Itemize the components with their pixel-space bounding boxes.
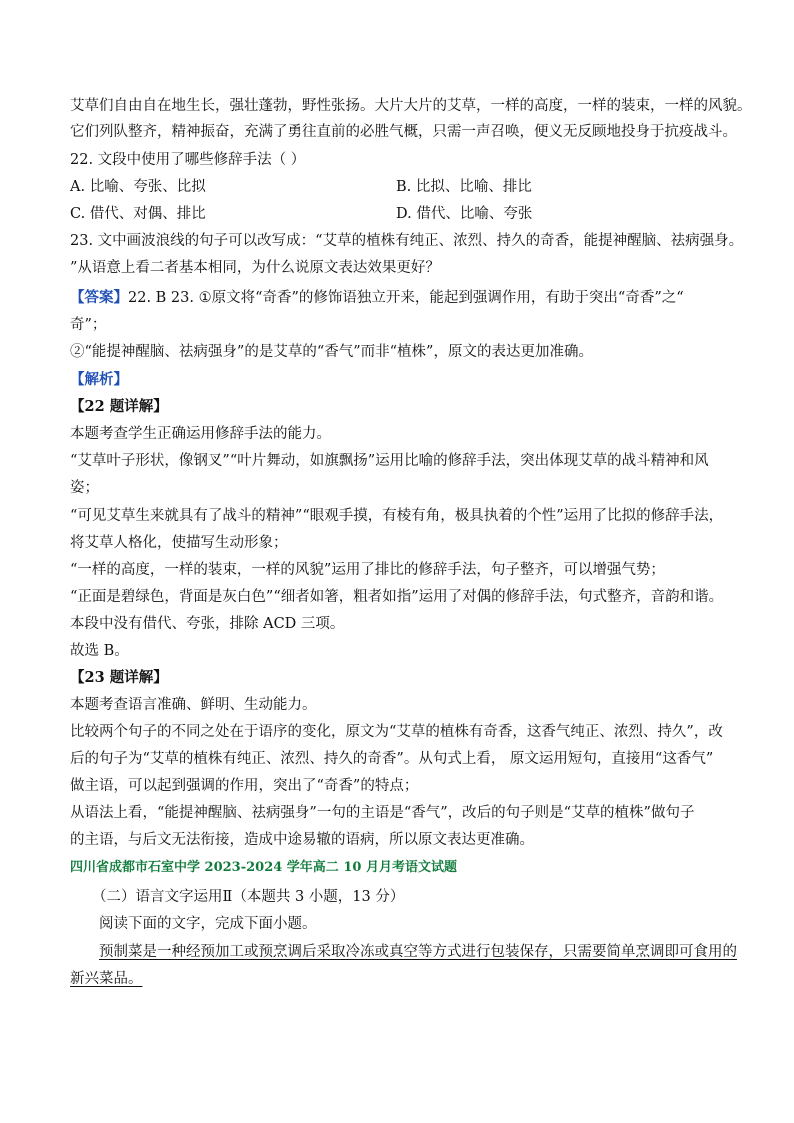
passage-line-1: 艾草们自由自在地生长，强壮蓬勃，野性张扬。大片大片的艾草，一样的高度，一样的装束，一样的风貌。 <box>70 98 752 114</box>
question-22-option-a: A. 比喻、夸张、比拟 <box>70 179 206 195</box>
passage-paragraph-line-1: 预制菜是一种经预加工或预烹调后采取冷冻或真空等方式进行包装保存，只需要简单烹调即可食用的 <box>99 944 737 960</box>
answer-line-2: 奇”； <box>70 317 107 333</box>
question-22-option-b: B. 比拟、比喻、排比 <box>396 179 532 195</box>
q23-detail-line: 本题考查语言准确、鲜明、生动能力。 <box>70 697 317 713</box>
q23-detail-heading: 【23 题详解】 <box>70 669 168 686</box>
section-heading: （二）语言文字运用Ⅱ（本题共 3 小题，13 分） <box>92 889 405 905</box>
answer-text-1: 22. B 23. ①原文将“奇香”的修饰语独立开来，能起到强调作用，有助于突出“奇香”之“ <box>128 290 684 306</box>
q23-detail-line: 做主语，可以起到强调的作用，突出了“奇香”的特点； <box>70 778 419 794</box>
q22-detail-line: “艾草叶子形状，像钢叉”“叶片舞动，如旗飘扬”运用比喻的修辞手法，突出体现艾草的战斗精神和风 <box>70 453 709 469</box>
q22-detail-line: 姿； <box>70 480 99 496</box>
answer-line-3: ②“能提神醒脑、祛病强身”的是艾草的“香气”而非“植株”，原文的表达更加准确。 <box>70 344 593 360</box>
question-22-option-d: D. 借代、比喻、夸张 <box>396 206 533 222</box>
question-23-stem-line-2: ”从语意上看二者基本相同，为什么说原文表达效果更好？ <box>70 260 440 276</box>
question-22-stem: 22. 文段中使用了哪些修辞手法（ ） <box>70 152 306 168</box>
q22-detail-heading: 【22 题详解】 <box>70 398 168 415</box>
q22-detail-line: 将艾草人格化，使描写生动形象； <box>70 535 288 551</box>
section-instruction: 阅读下面的文字，完成下面小题。 <box>99 916 317 932</box>
question-22-option-c: C. 借代、对偶、排比 <box>70 206 206 222</box>
q22-detail-line: “可见艾草生来就具有了战斗的精神”“眼观手摸，有棱有角，极具执着的个性”运用了比拟的修辞手法， <box>70 508 724 524</box>
answer-line-1 <box>70 288 684 308</box>
q22-detail-line: “正面是碧绿色，背面是灰白色”“细者如箸，粗者如指”运用了对偶的修辞手法，句式整齐，音韵和谐。 <box>70 589 724 605</box>
source-title: 四川省成都市石室中学 2023-2024 学年高二 10 月月考语文试题 <box>70 860 457 875</box>
q23-detail-line: 比较两个句子的不同之处在于语序的变化，原文为“艾草的植株有奇香，这香气纯正、浓烈、持久”，改 <box>70 724 723 740</box>
passage-line-2: 它们列队整齐，精神振奋，充满了勇往直前的必胜气概，只需一声召唤，便义无反顾地投身于抗疫战斗。 <box>70 124 737 140</box>
q22-detail-line: 本题考查学生正确运用修辞手法的能力。 <box>70 426 331 442</box>
q23-detail-line: 后的句子为“艾草的植株有纯正、浓烈、持久的奇香”。从句式上看， 原文运用短句，直接用“这香气” <box>70 751 714 767</box>
answer-label: 【答案】 <box>70 289 128 306</box>
passage-paragraph-line-2: 新兴菜品。 <box>70 971 143 987</box>
q22-detail-line: 故选 B。 <box>70 643 129 659</box>
q22-detail-line: 本段中没有借代、夸张，排除 ACD 三项。 <box>70 616 345 632</box>
q22-detail-line: “一样的高度，一样的装束，一样的风貌”运用了排比的修辞手法，句子整齐，可以增强气势； <box>70 562 665 578</box>
question-23-stem-line-1: 23. 文中画波浪线的句子可以改写成：“艾草的植株有纯正、浓烈、持久的奇香，能提神醒脑、祛病强身。 <box>70 233 744 249</box>
analysis-label: 【解析】 <box>70 371 128 388</box>
q23-detail-line: 从语法上看，“能提神醒脑、祛病强身”一句的主语是“香气”，改后的句子则是“艾草的植株”做句子 <box>70 805 695 821</box>
q23-detail-line: 的主语，与后文无法衔接，造成中途易辙的语病，所以原文表达更准确。 <box>70 832 534 848</box>
